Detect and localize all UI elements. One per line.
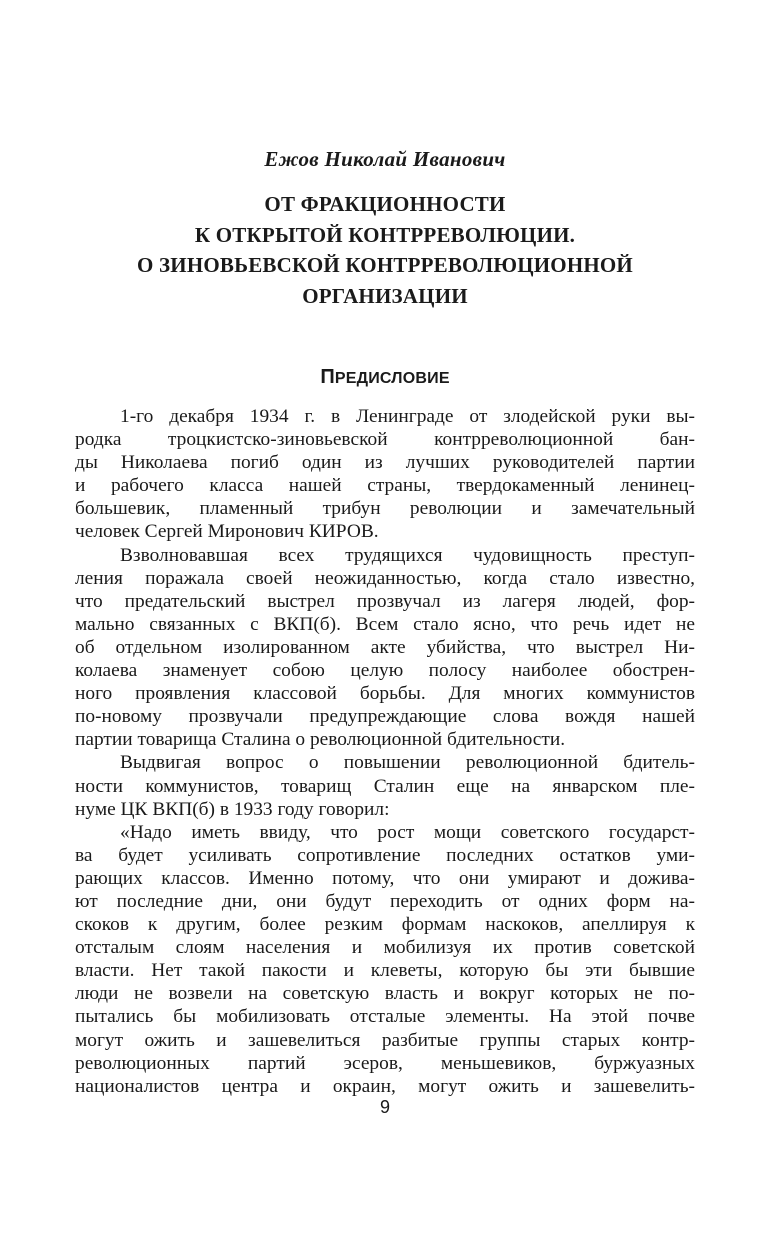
author-name: Ежов Николай Иванович xyxy=(264,147,506,171)
text-line: националистов центра и окраин, могут ожить и зашевелить- xyxy=(75,1075,695,1097)
text-line: люди не возвели на советскую власть и вокруг которых не по- xyxy=(75,983,695,1005)
text-line: родка троцкистско-зиновьевской контрреволюционной бан- xyxy=(75,429,695,451)
chapter-title-line: ОТ ФРАКЦИОННОСТИ xyxy=(264,192,506,216)
text-line: большевик, пламенный трибун революции и замечательный xyxy=(75,498,695,520)
text-line: колаева знаменует собою целую полосу наиболее обострен- xyxy=(75,660,695,682)
text-line: ления поражала своей неожиданностью, когда стало известно, xyxy=(75,567,695,589)
page-number: 9 xyxy=(379,1097,390,1117)
section-heading-initial: П xyxy=(320,366,335,388)
text-line: рающих классов. Именно потому, что они умирают и дожива- xyxy=(75,867,695,889)
chapter-title-line: О ЗИНОВЬЕВСКОЙ КОНТРРЕВОЛЮЦИОННОЙ xyxy=(137,253,633,277)
chapter-title-line: К ОТКРЫТОЙ КОНТРРЕВОЛЮЦИИ. xyxy=(194,222,576,247)
text-line: ного проявления классовой борьбы. Для многих коммунистов xyxy=(75,683,695,705)
text-line: партии товарища Сталина о революционной бдительности. xyxy=(75,729,566,751)
text-line: и рабочего класса нашей страны, твердокаменный ленинец- xyxy=(75,475,695,497)
text-line: «Надо иметь ввиду, что рост мощи советского государст- xyxy=(120,821,695,843)
chapter-title-line: ОРГАНИЗАЦИИ xyxy=(302,283,468,308)
text-line: 1-го декабря 1934 г. в Ленинграде от злодейской руки вы- xyxy=(120,406,695,427)
text-line: власти. Нет такой пакости и клеветы, которую бы эти бывшие xyxy=(75,960,695,982)
text-line: могут ожить и зашевелиться разбитые группы старых контр- xyxy=(75,1029,695,1051)
text-line: скоков к другим, более резким формам наскоков, апеллируя к xyxy=(75,914,695,936)
text-line: нуме ЦК ВКП(б) в 1933 году говорил: xyxy=(75,798,390,820)
text-line: ности коммунистов, товарищ Сталин еще на январском пле- xyxy=(75,775,695,797)
text-line: мально связанных с ВКП(б). Всем стало ясно, что речь идет не xyxy=(75,613,695,635)
section-heading-rest: РЕДИСЛОВИЕ xyxy=(334,370,450,387)
text-line: по-новому прозвучали предупреждающие слова вождя нашей xyxy=(75,706,695,728)
text-line: Взволновавшая всех трудящихся чудовищность преступ- xyxy=(120,544,695,566)
text-line: что предательский выстрел прозвучал из лагеря людей, фор- xyxy=(75,590,695,612)
text-line: человек Сергей Миронович КИРОВ. xyxy=(75,521,379,543)
text-line: ют последние дни, они будут переходить от одних форм на- xyxy=(75,890,695,912)
text-line: пытались бы мобилизовать отсталые элементы. На этой почве xyxy=(75,1006,695,1028)
text-line: об отдельном изолированном акте убийства, что выстрел Ни- xyxy=(75,636,695,658)
text-line: революционных партий эсеров, меньшевиков, буржуазных xyxy=(75,1052,695,1074)
text-line: ва будет усиливать сопротивление последних остатков уми- xyxy=(75,844,695,866)
text-line: Выдвигая вопрос о повышении революционной бдитель- xyxy=(120,752,695,774)
text-line: ды Николаева погиб один из лучших руководителей партии xyxy=(75,452,695,474)
text-line: отсталым слоям населения и мобилизуя их против советской xyxy=(75,937,695,959)
chapter-title xyxy=(75,189,695,311)
body-text xyxy=(75,405,695,1098)
section-heading xyxy=(75,366,695,389)
